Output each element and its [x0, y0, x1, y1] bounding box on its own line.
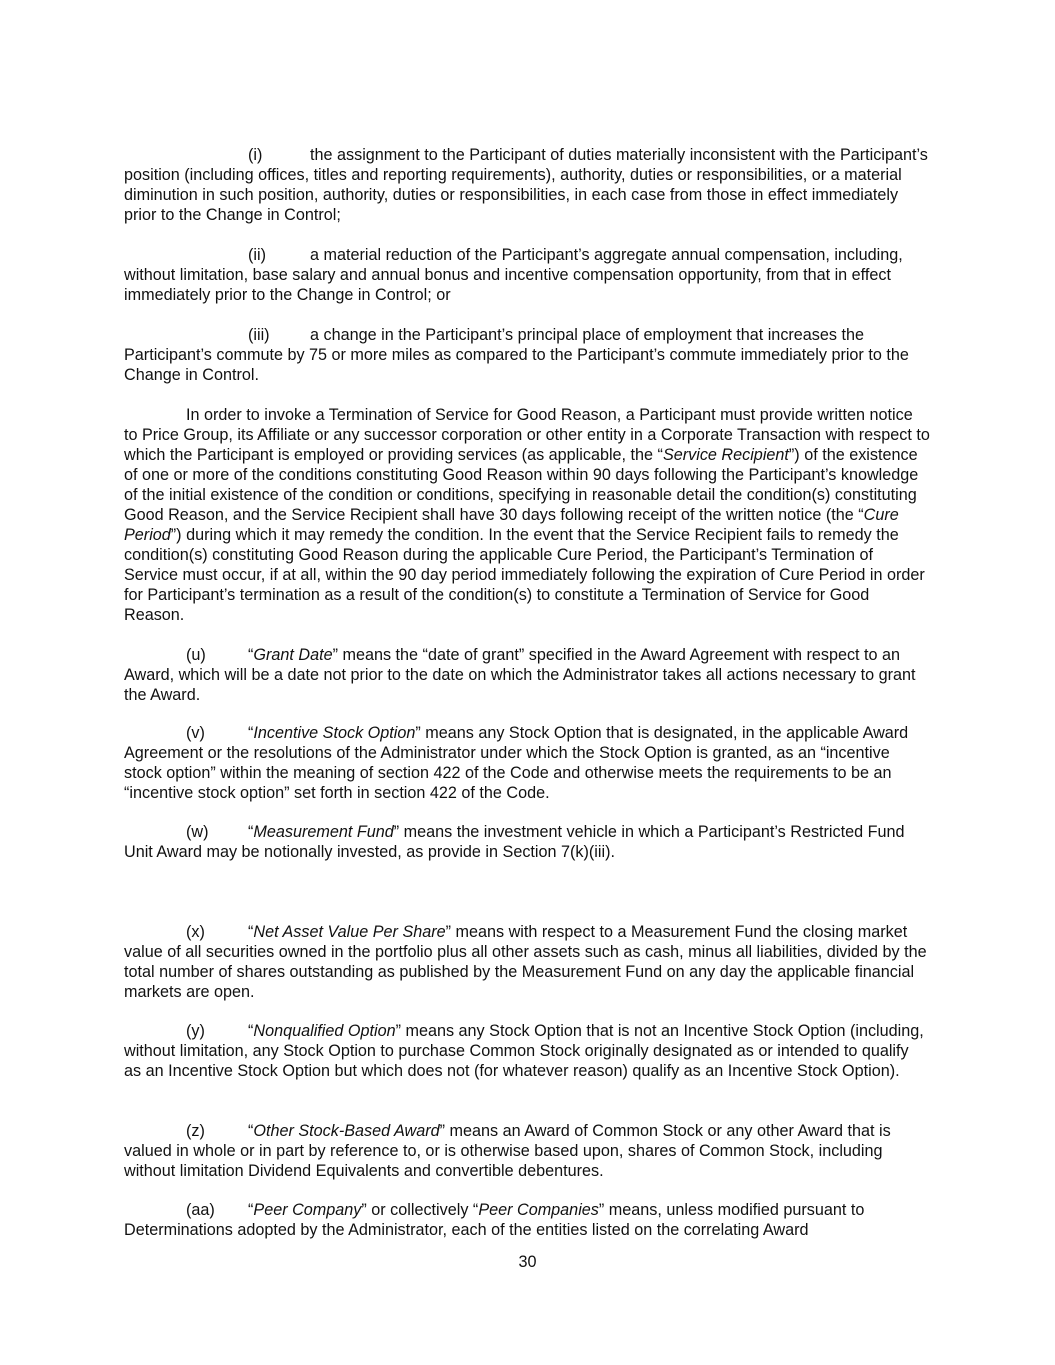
definition-label: (x) [186, 923, 205, 941]
definition-x: (x) “Net Asset Value Per Share” means with respect to a Measurement Fund the closing market value of all securities owned in the portfolio plus all other assets such as cash, minus all liabilities, divided by the total number of shares outstanding as published by the Measurement Fund on any day the applicable financial markets are open. [124, 923, 927, 1001]
defined-term: Other Stock-Based Award [253, 1122, 440, 1140]
definition-text: ” means the investment vehicle in which a Participant’s Restricted Fund Unit Award may be notionally invested, as provide in Section 7(k)(iii). [124, 823, 905, 861]
definition-v: (v) “Incentive Stock Option” means any Stock Option that is designated, in the applicable Award Agreement or the resolutions of the Administrator under which the Stock Option is granted, as an “incentive stock option” within the meaning of section 422 of the Code and otherwise meets the requirements to be an “incentive stock option” set forth in section 422 of the Code. [124, 724, 909, 802]
defined-term: Measurement Fund [253, 823, 394, 841]
defined-term: Service Recipient [662, 446, 789, 464]
paragraph-text: ”) during which it may remedy the condition. In the event that the Service Recipient fails to remedy the condition(s) constituting Good Reason during the applicable Cure Period, the Participant’s Termination of Service must occur, if at all, within the 90 day period immediately following the expiration of Cure Period in order for Participant’s termination as a result of the condition(s) to constitute a Termination of Service for Good Reason. [124, 526, 925, 624]
definition-label: (y) [186, 1022, 205, 1040]
definition-text: ” means, unless modified pursuant to Determinations adopted by the Administrator, each of the entities listed on the correlating Award [124, 1201, 865, 1239]
clause-label: (iii) [248, 326, 270, 344]
definition-y: (y) “Nonqualified Option” means any Stock Option that is not an Incentive Stock Option (including, without limitation, any Stock Option to purchase Common Stock originally designated as or intended to qualify as an Incentive Stock Option but which does not (for whatever reason) qualify as an Incentive Stock Option). [124, 1022, 924, 1080]
definition-text: ” means any Stock Option that is designated, in the applicable Award Agreement or the resolutions of the Administrator under which the Stock Option is granted, as an “incentive stock option” within the meaning of section 422 of the Code and otherwise meets the requirements to be an “incentive stock option” set forth in section 422 of the Code. [124, 724, 909, 802]
clause-i [124, 145, 930, 225]
definition-label: (u) [186, 646, 206, 664]
definition-text: ” means the “date of grant” specified in the Award Agreement with respect to an Award, which will be a date not prior to the date on which the Administrator takes all actions necessary to grant the Award. [124, 646, 916, 704]
paragraph-text: In order to invoke a Termination of Service for Good Reason, a Participant must provide written notice to Price Group, its Affiliate or any successor corporation or other entity in a Corporate Transaction with respect to which the Participant is employed or providing services (as applicable, the “ [124, 406, 930, 464]
clause-ii [124, 245, 930, 305]
definition-label: (z) [186, 1122, 205, 1140]
clause-label: (i) [248, 146, 263, 164]
page-number: 30 [518, 1253, 537, 1271]
definition-z: (z) “Other Stock-Based Award” means an Award of Common Stock or any other Award that is valued in whole or in part by reference to, or is otherwise based upon, shares of Common Stock, including without limitation Dividend Equivalents and convertible debentures. [124, 1122, 891, 1180]
clause-iii [124, 325, 930, 385]
definition-u: (u) “Grant Date” means the “date of grant” specified in the Award Agreement with respect to an Award, which will be a date not prior to the date on which the Administrator takes all actions necessary to grant the Award. [124, 646, 916, 704]
defined-term: Peer Company [253, 1201, 362, 1219]
definition-text: ” means any Stock Option that is not an Incentive Stock Option (including, without limitation, any Stock Option to purchase Common Stock originally designated as or intended to qualify as an Incentive Stock Option but which does not (for whatever reason) qualify as an Incentive Stock Option). [124, 1022, 924, 1080]
paragraph-text: ”) of the existence of one or more of the conditions constituting Good Reason within 90 days following the Participant’s knowledge of the initial existence of the condition or conditions, specifying in reasonable detail the condition(s) constituting Good Reason, and the Service Recipient shall have 30 days following receipt of the written notice (the “ [124, 446, 919, 524]
defined-term: Cure Period [124, 506, 899, 544]
defined-term: Peer Companies [478, 1201, 599, 1219]
definition-label: (aa) [186, 1201, 215, 1219]
defined-term: Nonqualified Option [253, 1022, 396, 1040]
definition-label: (v) [186, 724, 205, 742]
clause-text: a change in the Participant’s principal place of employment that increases the Participant’s commute by 75 or more miles as compared to the Participant’s commute immediately prior to the Change in Control. [124, 326, 909, 384]
definition-w: (w) “Measurement Fund” means the investment vehicle in which a Participant’s Restricted Fund Unit Award may be notionally invested, as provide in Section 7(k)(iii). [124, 823, 905, 861]
defined-term: Incentive Stock Option [253, 724, 416, 742]
good-reason-paragraph [124, 405, 930, 625]
defined-term: Grant Date [253, 646, 333, 664]
definition-text: ” means with respect to a Measurement Fund the closing market value of all securities owned in the portfolio plus all other assets such as cash, minus all liabilities, divided by the total number of shares outstanding as published by the Measurement Fund on any day the applicable financial markets are open. [124, 923, 927, 1001]
clause-text: a material reduction of the Participant’s aggregate annual compensation, including, without limitation, base salary and annual bonus and incentive compensation opportunity, from that in effect immediately prior to the Change in Control; or [124, 246, 903, 304]
defined-term: Net Asset Value Per Share [253, 923, 446, 941]
definition-aa: (aa) “Peer Company” or collectively “Peer Companies” means, unless modified pursuant to Determinations adopted by the Administrator, each of the entities listed on the correlating Award [124, 1201, 865, 1239]
clause-text: the assignment to the Participant of duties materially inconsistent with the Participant’s position (including offices, titles and reporting requirements), authority, duties or responsibilities, or a material diminution in such position, authority, duties or responsibilities, in each case from those in effect immediately prior to the Change in Control; [124, 146, 928, 224]
clause-label: (ii) [248, 246, 266, 264]
definition-label: (w) [186, 823, 209, 841]
definition-text: ” means an Award of Common Stock or any other Award that is valued in whole or in part by reference to, or is otherwise based upon, shares of Common Stock, including without limitation Dividend Equivalents and convertible debentures. [124, 1122, 891, 1180]
